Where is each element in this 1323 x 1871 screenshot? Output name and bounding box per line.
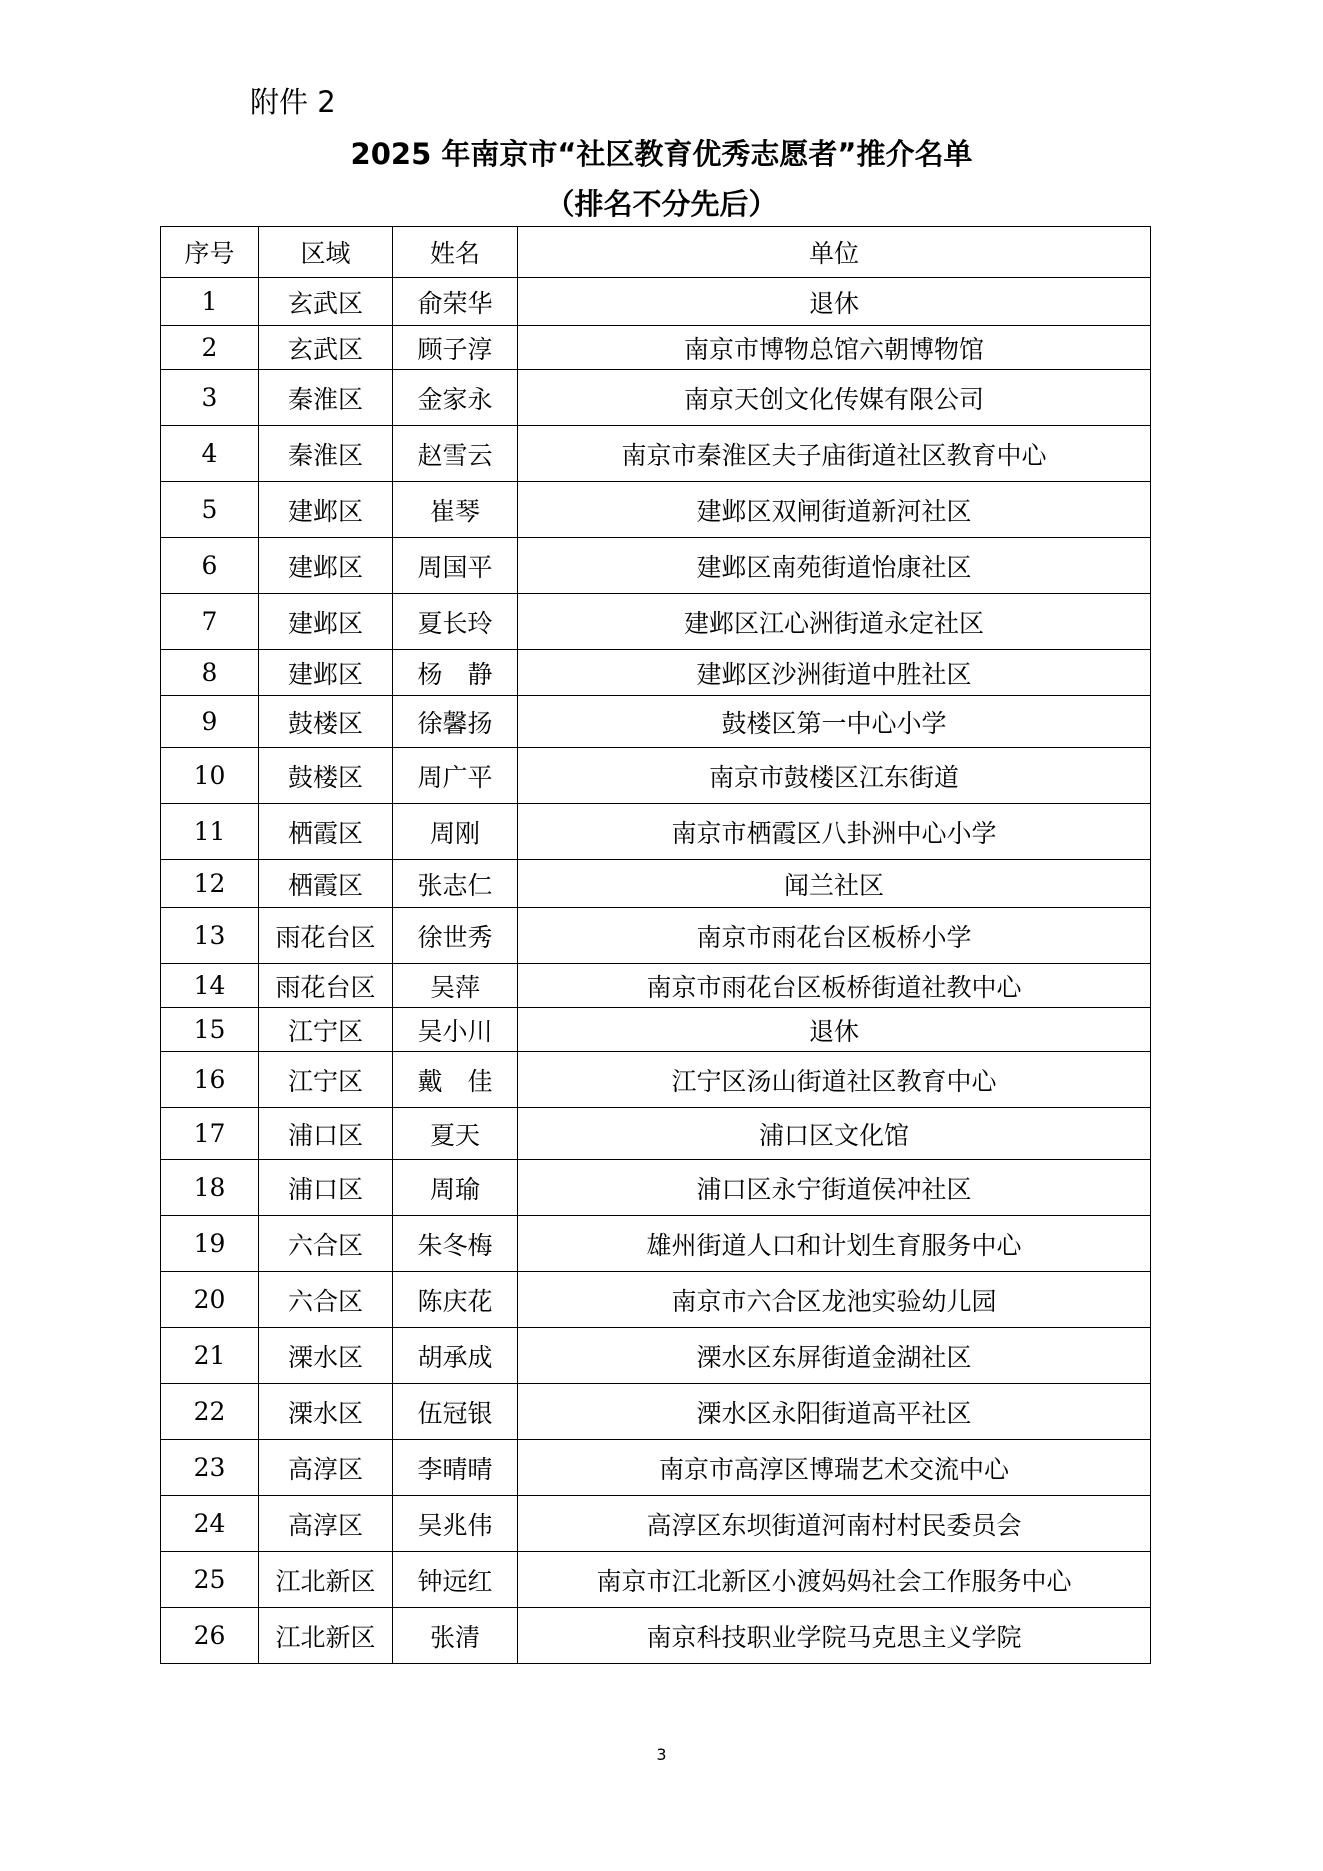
cell-no: 9	[161, 696, 259, 748]
cell-no: 22	[161, 1384, 259, 1440]
cell-name: 钟远红	[393, 1552, 518, 1608]
cell-area: 雨花台区	[259, 908, 393, 964]
cell-unit: 溧水区东屏街道金湖社区	[518, 1328, 1151, 1384]
cell-no: 7	[161, 594, 259, 650]
cell-no: 10	[161, 748, 259, 804]
cell-area: 溧水区	[259, 1384, 393, 1440]
cell-no: 2	[161, 326, 259, 370]
table-row	[161, 278, 1151, 326]
table-row	[161, 1272, 1151, 1328]
cell-area: 玄武区	[259, 326, 393, 370]
cell-unit: 南京科技职业学院马克思主义学院	[518, 1608, 1151, 1664]
cell-no: 16	[161, 1052, 259, 1108]
cell-name: 崔琴	[393, 482, 518, 538]
cell-name: 徐馨扬	[393, 696, 518, 748]
cell-unit: 溧水区永阳街道高平社区	[518, 1384, 1151, 1440]
cell-unit: 建邺区沙洲街道中胜社区	[518, 650, 1151, 696]
table-row	[161, 650, 1151, 696]
cell-area: 六合区	[259, 1272, 393, 1328]
cell-area: 六合区	[259, 1216, 393, 1272]
table-row	[161, 1008, 1151, 1052]
cell-area: 建邺区	[259, 594, 393, 650]
table-row	[161, 1216, 1151, 1272]
table-row	[161, 538, 1151, 594]
table-row	[161, 1496, 1151, 1552]
cell-no: 23	[161, 1440, 259, 1496]
cell-unit: 江宁区汤山街道社区教育中心	[518, 1052, 1151, 1108]
cell-unit: 南京市雨花台区板桥小学	[518, 908, 1151, 964]
cell-no: 1	[161, 278, 259, 326]
cell-area: 浦口区	[259, 1160, 393, 1216]
cell-unit: 浦口区永宁街道侯冲社区	[518, 1160, 1151, 1216]
cell-name: 俞荣华	[393, 278, 518, 326]
cell-no: 20	[161, 1272, 259, 1328]
table-row	[161, 326, 1151, 370]
table-row	[161, 1108, 1151, 1160]
cell-no: 11	[161, 804, 259, 860]
cell-name: 张志仁	[393, 860, 518, 908]
table-row	[161, 964, 1151, 1008]
cell-no: 12	[161, 860, 259, 908]
cell-no: 26	[161, 1608, 259, 1664]
cell-no: 8	[161, 650, 259, 696]
cell-unit: 浦口区文化馆	[518, 1108, 1151, 1160]
header-unit: 单位	[518, 227, 1151, 278]
cell-name: 徐世秀	[393, 908, 518, 964]
cell-name: 陈庆花	[393, 1272, 518, 1328]
cell-unit: 南京市鼓楼区江东街道	[518, 748, 1151, 804]
cell-name: 周瑜	[393, 1160, 518, 1216]
cell-no: 24	[161, 1496, 259, 1552]
volunteer-roster-table	[160, 226, 1151, 1664]
cell-name: 吴兆伟	[393, 1496, 518, 1552]
cell-area: 江北新区	[259, 1608, 393, 1664]
header-area: 区域	[259, 227, 393, 278]
cell-name: 夏天	[393, 1108, 518, 1160]
cell-area: 栖霞区	[259, 804, 393, 860]
table-row	[161, 1160, 1151, 1216]
cell-unit: 南京市高淳区博瑞艺术交流中心	[518, 1440, 1151, 1496]
table-row	[161, 748, 1151, 804]
cell-area: 浦口区	[259, 1108, 393, 1160]
table-row	[161, 1052, 1151, 1108]
cell-unit: 南京市栖霞区八卦洲中心小学	[518, 804, 1151, 860]
cell-unit: 鼓楼区第一中心小学	[518, 696, 1151, 748]
cell-unit: 南京市秦淮区夫子庙街道社区教育中心	[518, 426, 1151, 482]
cell-no: 21	[161, 1328, 259, 1384]
cell-no: 4	[161, 426, 259, 482]
cell-name: 伍冠银	[393, 1384, 518, 1440]
cell-name: 朱冬梅	[393, 1216, 518, 1272]
cell-area: 秦淮区	[259, 426, 393, 482]
cell-name: 周国平	[393, 538, 518, 594]
cell-no: 25	[161, 1552, 259, 1608]
cell-area: 秦淮区	[259, 370, 393, 426]
cell-area: 鼓楼区	[259, 696, 393, 748]
attachment-label: 附件 2	[250, 85, 336, 119]
cell-name: 金家永	[393, 370, 518, 426]
cell-unit: 退休	[518, 1008, 1151, 1052]
cell-unit: 南京市江北新区小渡妈妈社会工作服务中心	[518, 1552, 1151, 1608]
cell-area: 建邺区	[259, 538, 393, 594]
cell-no: 6	[161, 538, 259, 594]
cell-name: 吴萍	[393, 964, 518, 1008]
cell-name: 顾子淳	[393, 326, 518, 370]
table-row	[161, 426, 1151, 482]
cell-area: 建邺区	[259, 482, 393, 538]
cell-unit: 退休	[518, 278, 1151, 326]
cell-name: 周广平	[393, 748, 518, 804]
cell-no: 3	[161, 370, 259, 426]
cell-name: 胡承成	[393, 1328, 518, 1384]
cell-area: 江宁区	[259, 1008, 393, 1052]
cell-area: 建邺区	[259, 650, 393, 696]
cell-name: 李晴晴	[393, 1440, 518, 1496]
cell-area: 栖霞区	[259, 860, 393, 908]
cell-unit: 闻兰社区	[518, 860, 1151, 908]
cell-name: 周刚	[393, 804, 518, 860]
cell-unit: 高淳区东坝街道河南村村民委员会	[518, 1496, 1151, 1552]
table-row	[161, 594, 1151, 650]
cell-unit: 南京市雨花台区板桥街道社教中心	[518, 964, 1151, 1008]
table-header-row	[161, 227, 1151, 278]
cell-unit: 建邺区双闸街道新河社区	[518, 482, 1151, 538]
cell-unit: 南京天创文化传媒有限公司	[518, 370, 1151, 426]
cell-unit: 南京市博物总馆六朝博物馆	[518, 326, 1151, 370]
cell-name: 赵雪云	[393, 426, 518, 482]
table-row	[161, 1328, 1151, 1384]
cell-name: 戴 佳	[393, 1052, 518, 1108]
cell-unit: 建邺区江心洲街道永定社区	[518, 594, 1151, 650]
table-row	[161, 1384, 1151, 1440]
cell-name: 张清	[393, 1608, 518, 1664]
table-row	[161, 860, 1151, 908]
table-body	[161, 278, 1151, 1664]
cell-no: 13	[161, 908, 259, 964]
cell-no: 18	[161, 1160, 259, 1216]
cell-area: 溧水区	[259, 1328, 393, 1384]
table-row	[161, 482, 1151, 538]
cell-area: 高淳区	[259, 1496, 393, 1552]
cell-unit: 建邺区南苑街道怡康社区	[518, 538, 1151, 594]
page-number: 3	[656, 1745, 667, 1764]
document-title: 2025 年南京市“社区教育优秀志愿者”推介名单	[350, 137, 973, 171]
table-row	[161, 1552, 1151, 1608]
cell-no: 14	[161, 964, 259, 1008]
document-subtitle: （排名不分先后）	[545, 187, 778, 221]
cell-name: 夏长玲	[393, 594, 518, 650]
cell-no: 17	[161, 1108, 259, 1160]
table-row	[161, 696, 1151, 748]
cell-unit: 南京市六合区龙池实验幼儿园	[518, 1272, 1151, 1328]
cell-no: 5	[161, 482, 259, 538]
header-name: 姓名	[393, 227, 518, 278]
header-no: 序号	[161, 227, 259, 278]
cell-name: 吴小川	[393, 1008, 518, 1052]
cell-unit: 雄州街道人口和计划生育服务中心	[518, 1216, 1151, 1272]
table-row	[161, 370, 1151, 426]
cell-area: 江北新区	[259, 1552, 393, 1608]
table-row	[161, 908, 1151, 964]
cell-area: 雨花台区	[259, 964, 393, 1008]
cell-area: 玄武区	[259, 278, 393, 326]
cell-area: 江宁区	[259, 1052, 393, 1108]
cell-area: 高淳区	[259, 1440, 393, 1496]
table-row	[161, 1440, 1151, 1496]
cell-no: 19	[161, 1216, 259, 1272]
cell-name: 杨 静	[393, 650, 518, 696]
table-row	[161, 804, 1151, 860]
cell-no: 15	[161, 1008, 259, 1052]
table-row	[161, 1608, 1151, 1664]
cell-area: 鼓楼区	[259, 748, 393, 804]
